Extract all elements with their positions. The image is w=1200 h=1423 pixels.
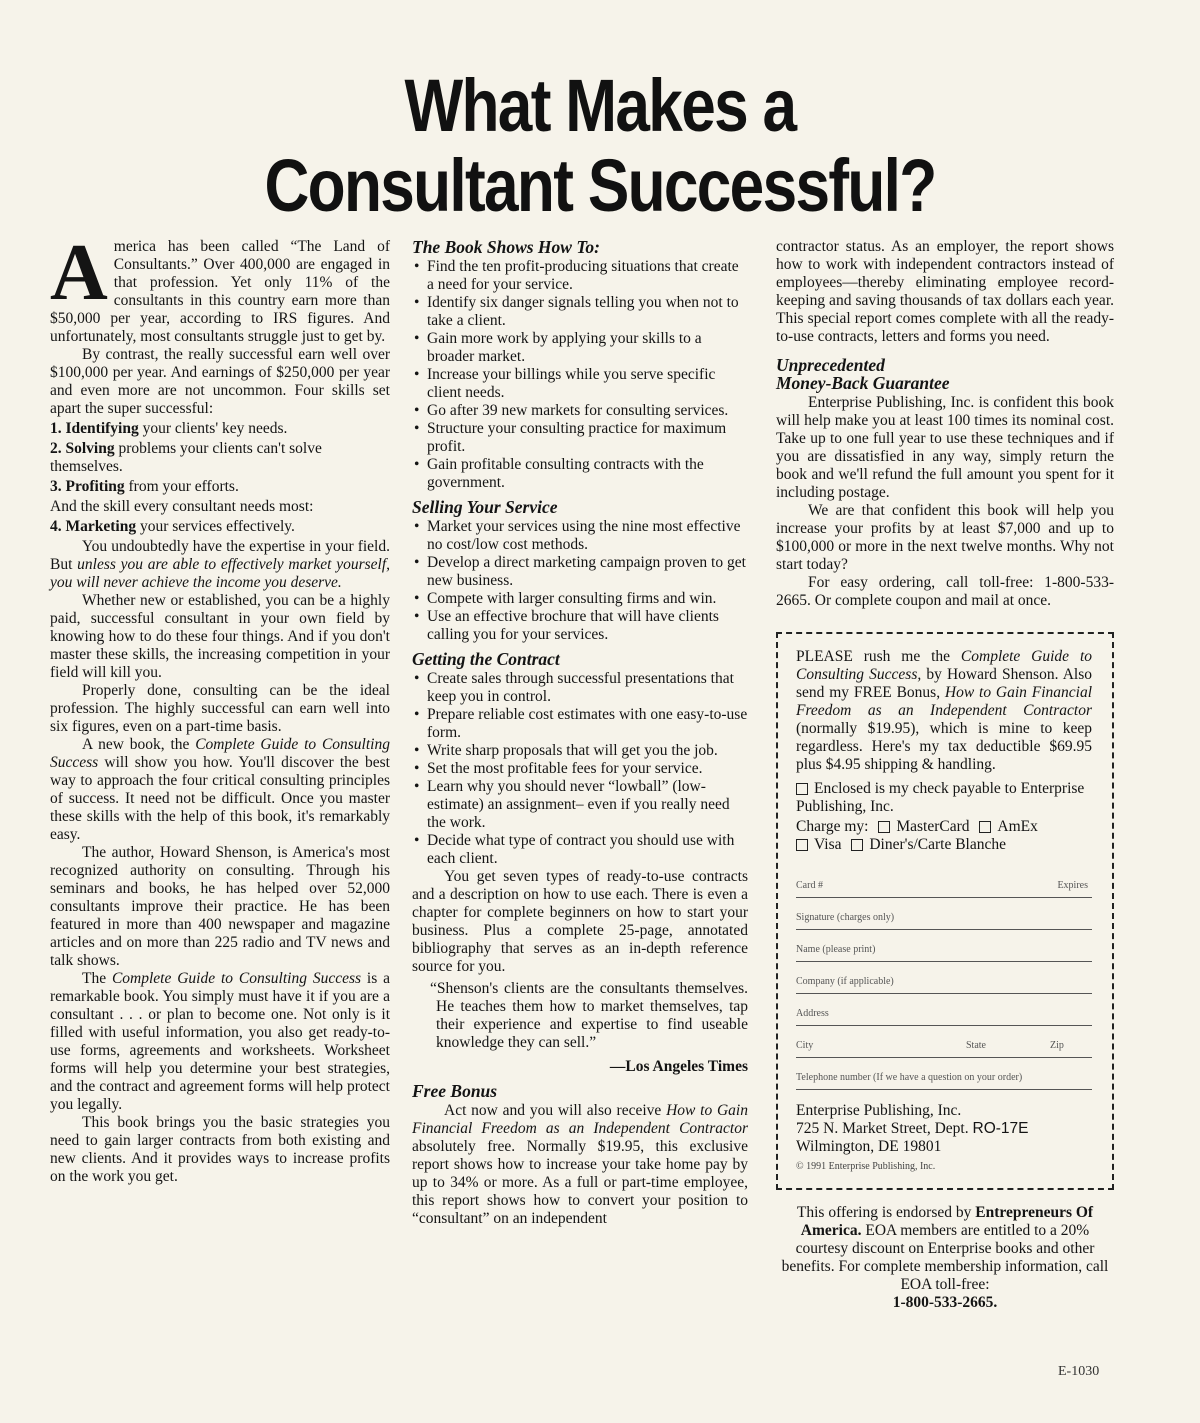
- list-item: • Market your services using the nine most effective no cost/low cost methods.: [412, 518, 748, 554]
- paragraph: Enterprise Publishing, Inc. is confident this book will help make you at least 100 times its nominal cost. Take up to one full year to use these techniques and if you are dissatisfied in any way, simply return the book and we'll refund the full amount you spent for it including postage.: [776, 394, 1114, 501]
- paragraph: For easy ordering, call toll-free: 1-800-533-2665. Or complete coupon and mail at once.: [776, 574, 1114, 609]
- skill-item: 3. Profiting from your efforts.: [50, 478, 239, 495]
- department-code: RO-17E: [972, 1120, 1029, 1137]
- list-item: • Prepare reliable cost estimates with one easy-to-use form.: [412, 706, 748, 742]
- paragraph: You undoubtedly have the expertise in your field. But unless you are able to effectively market yourself, you will never achieve the income you deserve.: [50, 538, 390, 591]
- list-item: • Structure your consulting practice for maximum profit.: [412, 420, 748, 456]
- amex-checkbox[interactable]: [979, 821, 991, 833]
- benefit-list: [412, 670, 748, 868]
- paragraph: Properly done, consulting can be the ideal profession. The highly successful can earn well into six figures, even on a part-time basis.: [50, 682, 390, 735]
- charge-options: Charge my: MasterCard AmEx: [796, 818, 1038, 835]
- paragraph: The author, Howard Shenson, is America's most recognized authority on consulting. Through his seminars and books, he has helped over 52,000 consultants improve their practice. He has been featured in more than 400 newspaper and magazine articles and on more than 225 radio and TV news and talk shows.: [50, 844, 390, 969]
- paragraph: By contrast, the really successful earn well over $100,000 per year. And earnings of $250,000 per year and even more are not uncommon. Four skills set apart the super successful:: [50, 346, 390, 417]
- visa-checkbox[interactable]: [796, 839, 808, 851]
- benefit-list: [412, 518, 748, 644]
- skill-item: 1. Identifying your clients' key needs.: [50, 420, 288, 437]
- section-heading: Selling Your Service: [412, 497, 558, 517]
- intro-paragraph: America has been called “The Land of Consultants.” Over 400,000 are engaged in that profession. Yet only 11% of the consultants in this country earn more than $50,000 per year, according to IRS figures. And unfortunately, most consultants struggle just to get by.: [50, 229, 390, 345]
- section-heading: Free Bonus: [412, 1081, 498, 1101]
- copyright: © 1991 Enterprise Publishing, Inc.: [796, 1161, 936, 1172]
- mastercard-checkbox[interactable]: [878, 821, 890, 833]
- skill-item: 2. Solving problems your clients can't solve themselves.: [50, 440, 322, 475]
- diners-checkbox[interactable]: [851, 839, 863, 851]
- list-item: • Gain profitable consulting contracts with the government.: [412, 456, 748, 492]
- paragraph: Act now and you will also receive How to Gain Financial Freedom as an Independent Contractor absolutely free. Normally $19.95, this exclusive report shows how to increase your take home pay by up to 34% or more. As a full or part-time employee, this report shows how to convert your position to “consultant” on an independent: [412, 1102, 748, 1227]
- quote-attribution: —Los Angeles Times: [609, 1058, 748, 1075]
- section-heading: The Book Shows How To:: [412, 237, 601, 257]
- list-item: • Decide what type of contract you should use with each client.: [412, 832, 748, 868]
- phone-number: 1-800-533-2665.: [892, 1294, 998, 1311]
- section-heading: Money-Back Guarantee: [776, 373, 950, 393]
- paragraph: A new book, the Complete Guide to Consulting Success will show you how. You'll discover the best way to approach the four critical consulting principles of success. It need not be difficult. Once you master these skills with the help of this book, it's remarkably easy.: [50, 736, 390, 843]
- list-item: • Set the most profitable fees for your service.: [412, 760, 748, 778]
- paragraph: contractor status. As an employer, the report shows how to work with independent contractors instead of employees—thereby eliminating employee record-keeping and saving thousands of tax dollars each year. This special report comes complete with all the ready-to-use contracts, letters and forms you need.: [776, 238, 1114, 345]
- coupon-text: PLEASE rush me the Complete Guide to Consulting Success, by Howard Shenson. Also send my FREE Bonus, How to Gain Financial Freedom as an Independent Contractor (normally $19.95), which is mine to keep regardless. Here's my tax deductible $69.95 plus $4.95 shipping & handling.: [796, 648, 1093, 773]
- list-item: • Find the ten profit-producing situations that create a need for your service.: [412, 258, 748, 294]
- endorsement: This offering is endorsed by Entrepreneurs Of America. EOA members are entitled to a 20% courtesy discount on Enterprise books and other benefits. For complete membership information, call EOA toll-free: 1-800-533-2665.: [781, 1204, 1109, 1311]
- paragraph: The Complete Guide to Consulting Success is a remarkable book. You simply must have it if you are a consultant . . . or plan to become one. Not only is it filled with useful information, you also get ready-to-use forms, agreements and worksheets. Worksheet forms will help you determine your best strategies, and the contract and agreement forms will help protect you legally.: [50, 970, 390, 1113]
- benefit-list: [412, 258, 748, 492]
- city-state-zip-field[interactable]: City State Zip: [796, 1026, 1092, 1058]
- checkbox-icon[interactable]: [796, 783, 808, 795]
- list-item: • Gain more work by applying your skills to a broader market.: [412, 330, 748, 366]
- list-item: • Identify six danger signals telling you when not to take a client.: [412, 294, 748, 330]
- ad-code: E-1030: [1058, 1364, 1100, 1379]
- paragraph: You get seven types of ready-to-use contracts and a description on how to use each. There is even a chapter for complete beginners on how to start your business. Plus a complete 25-page, annotated bibliography that serves as an in-depth reference source for you.: [412, 868, 748, 975]
- telephone-field[interactable]: Telephone number (If we have a question on your order): [796, 1058, 1092, 1090]
- list-item: • Go after 39 new markets for consulting services.: [412, 402, 748, 420]
- skill-item: 4. Marketing your services effectively.: [50, 518, 295, 535]
- paragraph: We are that confident this book will help you increase your profits by at least $7,000 and up to $100,000 or more in the next twelve months. Why not start today?: [776, 502, 1114, 573]
- column-2: [412, 238, 748, 1228]
- order-coupon: [776, 632, 1114, 1190]
- paragraph: This book brings you the basic strategies you need to gain larger contracts from both existing and new clients. And it provides ways to increase profits on the work you get.: [50, 1114, 390, 1185]
- drop-cap: A: [50, 229, 108, 317]
- company-field[interactable]: Company (if applicable): [796, 962, 1092, 994]
- list-item: • Create sales through successful presentations that keep you in control.: [412, 670, 748, 706]
- section-heading: Getting the Contract: [412, 649, 560, 669]
- section-heading: Unprecedented: [776, 355, 885, 375]
- list-item: • Increase your billings while you serve specific client needs.: [412, 366, 748, 402]
- address-field[interactable]: Address: [796, 994, 1092, 1026]
- list-item: • Learn why you should never “lowball” (low-estimate) an assignment– even if you really need the work.: [412, 778, 748, 832]
- card-number-field[interactable]: Card # Expires: [796, 866, 1092, 898]
- paragraph: Whether new or established, you can be a highly paid, successful consultant in your own field by knowing how to do these four things. And if you don't master these skills, the increasing competition in your field will kill you.: [50, 592, 390, 681]
- list-item: • Use an effective brochure that will have clients calling you for your services.: [412, 608, 748, 644]
- column-1: [50, 229, 390, 1186]
- charge-options-2: Visa Diner's/Carte Blanche: [796, 836, 1092, 854]
- mailing-address: Enterprise Publishing, Inc. 725 N. Market Street, Dept. RO-17E Wilmington, DE 19801 © 1991 Enterprise Publishing, Inc.: [796, 1102, 1092, 1176]
- headline: [96, 66, 1104, 226]
- headline-line-1: What Makes a: [404, 64, 796, 147]
- headline-line-2: Consultant Successful?: [264, 144, 936, 227]
- skill-intro: And the skill every consultant needs most:: [50, 498, 314, 515]
- quote: “Shenson's clients are the consultants themselves. He teaches them how to market themselves, tap their experience and expertise to find useable knowledge they can sell.”: [430, 980, 748, 1051]
- list-item: • Develop a direct marketing campaign proven to get new business.: [412, 554, 748, 590]
- name-field[interactable]: Name (please print): [796, 930, 1092, 962]
- list-item: • Write sharp proposals that will get you the job.: [412, 742, 748, 760]
- list-item: • Compete with larger consulting firms and win.: [412, 590, 748, 608]
- check-option[interactable]: Enclosed is my check payable to Enterprise Publishing, Inc.: [796, 780, 1085, 815]
- column-3: [776, 238, 1114, 1312]
- signature-field[interactable]: Signature (charges only): [796, 898, 1092, 930]
